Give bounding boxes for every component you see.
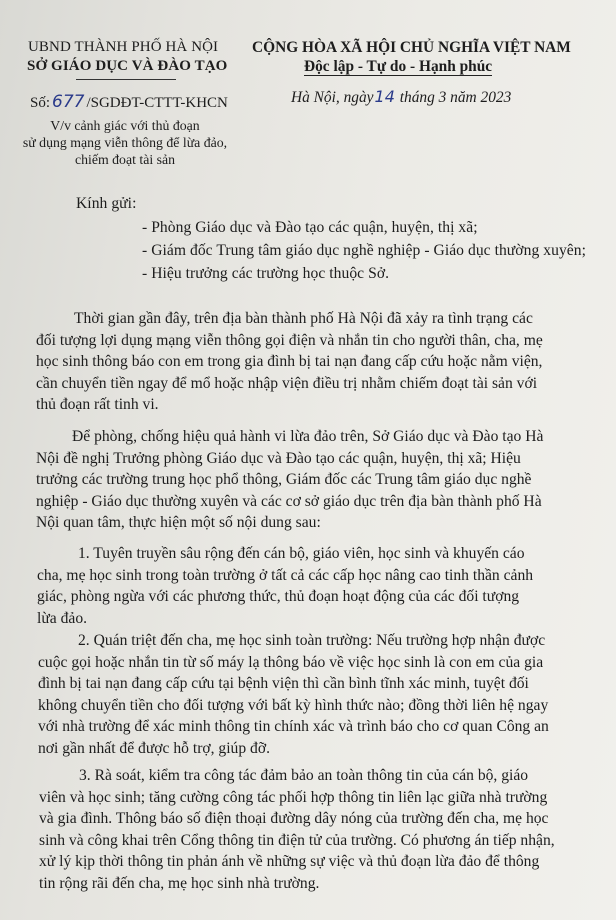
number-handwritten: 677 xyxy=(52,92,85,112)
org-line-2: SỞ GIÁO DỤC VÀ ĐÀO TẠO xyxy=(27,58,228,74)
paragraph-line: 3. Rà soát, kiểm tra công tác đảm bảo an toàn thông tin của cán bộ, giáo xyxy=(79,767,529,784)
paragraph-line: Thời gian gần đây, trên địa bàn thành phố Hà Nội đã xảy ra tình trạng các xyxy=(74,310,533,327)
paragraph-line: lừa đảo. xyxy=(37,609,88,627)
paragraph-line: xử lý kịp thời thông tin phản ánh về những sự việc và thủ đoạn lừa đảo để thông xyxy=(39,853,540,870)
paragraph-line: 1. Tuyên truyền sâu rộng đến cán bộ, giáo viên, học sinh và khuyến cáo xyxy=(78,545,525,562)
motto xyxy=(304,58,492,76)
date-day-handwritten: 14 xyxy=(374,87,395,106)
paragraph-line: nơi gần nhất để được hỗ trợ, giúp đỡ. xyxy=(38,739,270,757)
motto-text: Độc lập - Tự do - Hạnh phúc xyxy=(304,58,493,75)
org-underline xyxy=(76,79,176,80)
paragraph-line: sinh và công khai trên Cổng thông tin điện tử của trường. Có phương án tiếp nhận, xyxy=(39,831,555,849)
nation-title: CỘNG HÒA XÃ HỘI CHỦ NGHĨA VIỆT NAM xyxy=(252,39,571,56)
paragraph-line: Nội quan tâm, thực hiện một số nội dung sau: xyxy=(36,514,321,531)
paragraph xyxy=(37,543,582,629)
subject-block xyxy=(20,117,230,168)
paragraph-line: cha, mẹ học sinh trong toàn trường ở tất cả các cấp học nâng cao tinh thần cảnh xyxy=(37,566,534,584)
paragraph-line: với nhà trường để xác minh thông tin chính xác và trình báo cho cơ quan Công an xyxy=(38,718,549,735)
paragraph-line: cuộc gọi hoặc nhắn tin từ số máy lạ thông báo về việc học sinh là con em của gia xyxy=(38,653,544,671)
paragraph-line: thủ đoạn rất tinh vi. xyxy=(36,396,159,413)
paragraph-line: cần chuyển tiền ngay để mổ hoặc nhập viện điều trị nhằm chiếm đoạt tài sản với xyxy=(36,374,538,392)
paragraph-line: trưởng các trường trung học phổ thông, Giám đốc các Trung tâm giáo dục nghề xyxy=(36,471,532,488)
date-suffix: tháng 3 năm 2023 xyxy=(395,89,512,106)
recipient-item: - Hiệu trưởng các trường học thuộc Sở. xyxy=(142,265,390,282)
recipient-item: - Phòng Giáo dục và Đào tạo các quận, huyện, thị xã; xyxy=(142,219,478,236)
paragraph-line: Nội đề nghị Trưởng phòng Giáo dục và Đào tạo các quận, huyện, thị xã; Hiệu xyxy=(36,449,521,467)
paragraph-line: và gia đình. Thông báo số điện thoại đường dây nóng của trường đến cha, mẹ học xyxy=(39,810,549,827)
paragraph-line: đối tượng lợi dụng mạng viễn thông gọi điện và nhắn tin cho người thân, cha, mẹ xyxy=(36,331,543,349)
date-line xyxy=(291,87,511,107)
paragraph-line: viên và học sinh; tăng cường công tác phối hợp thông tin liên lạc giữa nhà trường xyxy=(39,788,548,806)
paragraph xyxy=(39,765,584,894)
paragraph xyxy=(36,426,581,534)
paragraph xyxy=(36,308,581,416)
paragraph-line: giác, phòng ngừa với các phương thức, thủ đoạn hoạt động của các đối tượng xyxy=(37,588,520,605)
paragraph-line: tin rộng rãi đến cha, mẹ học sinh nhà trường. xyxy=(39,874,320,892)
subject-line: sử dụng mạng viễn thông để lừa đảo, xyxy=(22,135,228,150)
paragraph-line: không chuyển tiền cho đối tượng với bất kỳ hình thức nào; đồng thời liên hệ ngay xyxy=(38,696,549,714)
paragraph-line: học sinh thông báo con em trong gia đình bị tai nạn đang cấp cứu hoặc nằm viện, xyxy=(36,353,543,370)
paragraph-line: 2. Quán triệt đến cha, mẹ học sinh toàn trường: Nếu trường hợp nhận được xyxy=(78,632,546,649)
subject-line: V/v cảnh giác với thủ đoạn xyxy=(50,118,200,133)
subject-line: chiếm đoạt tài sản xyxy=(75,152,175,167)
paragraph-line: Để phòng, chống hiệu quả hành vi lừa đảo trên, Sở Giáo dục và Đào tạo Hà xyxy=(72,428,544,445)
document-number xyxy=(30,92,228,112)
recipient-item: - Giám đốc Trung tâm giáo dục nghề nghiệp - Giáo dục thường xuyên; xyxy=(142,242,586,259)
number-suffix: /SGDĐT-CTTT-KHCN xyxy=(86,95,228,111)
paragraph-line: đình bị tai nạn đang cấp cứu tại bệnh viện thì cần bình tĩnh xác minh, tuyệt đối xyxy=(38,675,529,692)
recipients-label: Kính gửi: xyxy=(76,195,137,212)
number-prefix: Số: xyxy=(30,95,51,111)
paragraph-line: nghiệp - Giáo dục thường xuyên và các cơ sở giáo dục trên địa bàn thành phố Hà xyxy=(36,492,542,510)
org-line-1: UBND THÀNH PHỐ HÀ NỘI xyxy=(28,39,219,55)
date-prefix: Hà Nội, ngày xyxy=(291,89,374,106)
paragraph xyxy=(38,630,583,759)
